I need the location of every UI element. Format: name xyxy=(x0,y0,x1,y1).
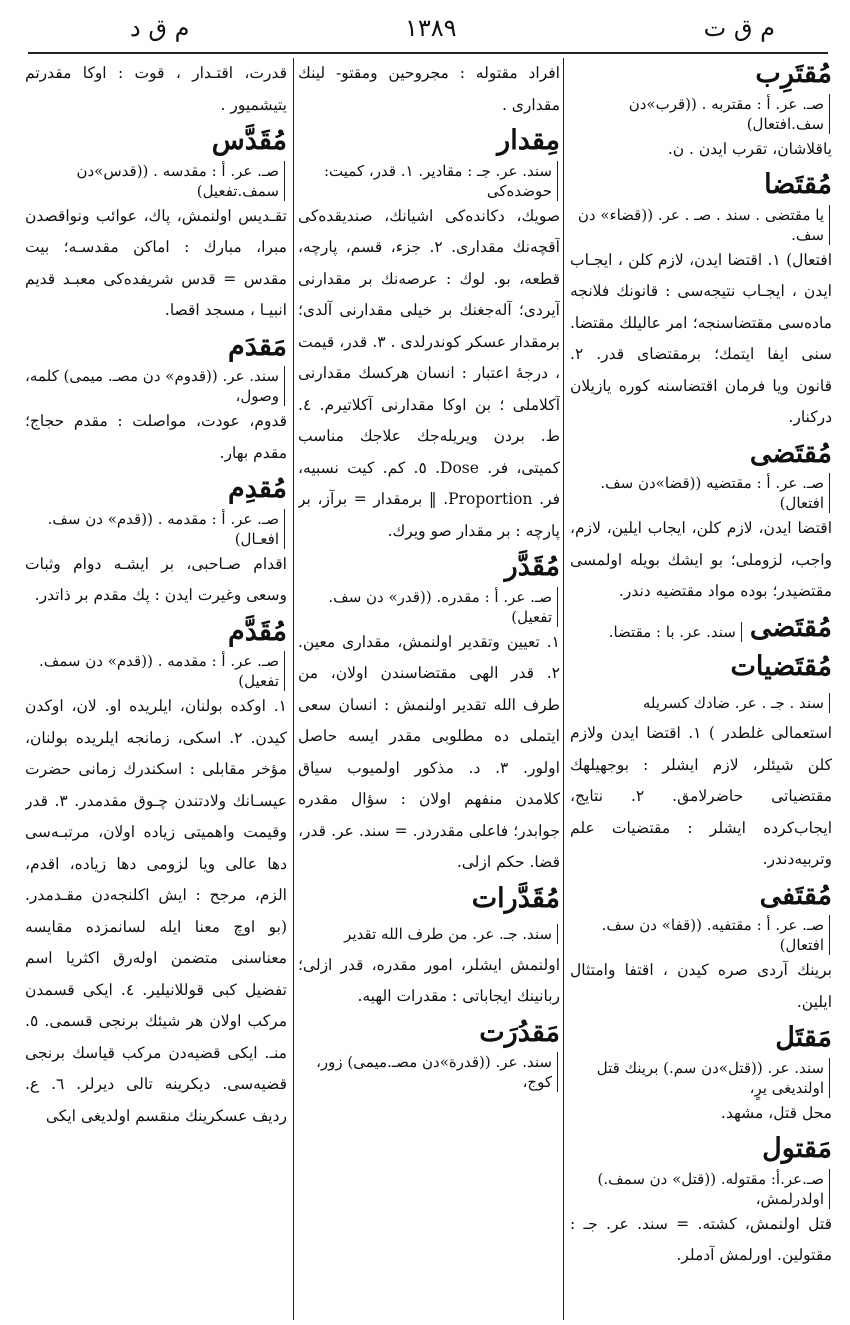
entry-grammar-note: سند. عر. ((قدوم» دن مصـ. ميمى) كلمه، وصول، xyxy=(25,366,285,406)
column-divider xyxy=(563,58,564,1320)
entry-definition: ١. تعيين وتقدير اولنمش، مقدارى معين. ٢. قدر الهى مقتضاسندن اولان، من طرف الله تقدير اولنمش : انسان سعى ايتملى ده مطلوبى مقدر ايسه حاصل اولور. ٣. د. مذكور اولميوب سياق كلامدن منفهم اولان : سؤال مقدره جوابدر؛ فاعلى مقدردر. = سند. عر. قدر، قضا. حكم ازلى. xyxy=(298,632,560,871)
entry-definition: اولنمش ايشلر، امور مقدره، قدر ازلى؛ ربانينك ايجاباتى : مقدرات الهيه. xyxy=(298,955,560,1005)
header-left-letters: م ق د xyxy=(130,14,190,42)
entry-grammar-note: سند. عر. ((قدرة»دن مصـ.ميمى) زور، كوج، xyxy=(298,1052,558,1092)
entry-headword: مَقدُرَت xyxy=(479,1016,560,1048)
entry-definition: افراد مقتوله : مجروحين ومقتو- لينك مقدارى . xyxy=(298,64,560,114)
entry-definition: صويك، دكانده‌كى اشيانك، صنديقده‌كى آقچه‌نك مقدارى. ٢. جزء، قسم، پارچه، قطعه، بو. لوك : عرصه‌نك بر مقدارنى آيردى؛ آله‌جغنك بر خيلى مقدارنى آلدى؛ برمقدار عسكر كوندرلدى . ٣. قدر، قيمت ، درجهٔ اعتبار : انسان هركسك مقدارنى آكلاملى ؛ بن اوكا مقدارنى آكلاتيرم. ٤. ط. بردن ويريله‌جك علاجك مناسب كميتى، فر. Dose. ٥. كم. كيت نسبيه، فر. Proportion. ‖ برمقدار = برآز، بر پارچه : بر مقدار صو ويرك. xyxy=(298,206,560,540)
page-number: ١٣٨٩ xyxy=(405,14,457,42)
column-right xyxy=(570,58,832,1320)
dictionary-entry xyxy=(298,1017,560,1093)
header-right-letters: م ق ت xyxy=(703,14,775,42)
column-divider xyxy=(293,58,294,1320)
dictionary-entry xyxy=(570,880,832,1019)
entry-definition: قدوم، عودت، مواصلت : مقدم حجاج؛ مقدم بهار. xyxy=(25,412,287,462)
entry-definition: برينك آردى صره كيدن ، اقتفا وامتثال ايلين. xyxy=(570,961,832,1011)
entry-definition: اقدام صـاحبى، بر ايشـه دوام وثبات وسعى وغيرت ايدن : پك مقدم بر ذاتدر. xyxy=(25,554,287,604)
entry-grammar-note: سند. عر. ((قتل»دن سم.) برينك قتل اولنديغى يرٍ، xyxy=(570,1058,830,1098)
entry-grammar-note: صـ. عر. أ : مقتضيه ((قضا»دن سف. افتعال) xyxy=(570,473,830,513)
dictionary-entry xyxy=(25,473,287,612)
entry-headword: مُقتَضيات xyxy=(730,651,832,682)
entry-headword: مُقتَضى xyxy=(749,611,832,643)
dictionary-entry xyxy=(298,125,560,547)
entry-grammar-note: سند . جـ . عر. ضادك كسريله xyxy=(643,693,830,713)
entry-definition: قتل اولنمش، كشته. = سند. عر. جـ : مقتولين. اورلمش آدملر. xyxy=(570,1214,832,1264)
entry-grammar-note: يا مقتضى . سند . صـ . عر. ((قضاء» دن سف. xyxy=(570,205,830,245)
entry-headword: مُقَدَّس xyxy=(211,125,287,156)
entry-definition: افتعال) ١. اقتضا ايدن، لازم كلن ، ايجـاب ايدن ، ايجـاب نتيجه‌سى : قانونك فلانجه ماده‌سى مقتضاسنجه؛ امر عاليلك مقتضا. سنى ايفا ايتمك؛ برمقتضاى قدر. ٢. قانون ويا فرمان اقتضاسنه كوره يازيلان دركنار. xyxy=(570,250,832,426)
dictionary-entry xyxy=(570,1133,832,1272)
dictionary-entry xyxy=(25,616,287,1133)
dictionary-entry xyxy=(570,651,832,876)
entry-grammar-note: صـ.عر.أ: مقتوله. ((قتل» دن سمف.) اولدرلمش، xyxy=(570,1169,830,1209)
entry-definition: قدرت، اقتـدار ، قوت : اوكا مقدرتم يتيشميور . xyxy=(25,64,287,114)
header-rule xyxy=(28,52,828,54)
column-middle xyxy=(298,58,560,1320)
entry-headword: مُقتَضا xyxy=(764,169,832,200)
entry-grammar-note: صـ. عر. أ : مقدمه . ((قدم» دن سمف. تفعيل) xyxy=(25,651,285,691)
entry-headword: مُقتَرِب xyxy=(755,58,832,89)
dictionary-entry xyxy=(298,883,560,1013)
entry-headword: مَقتَل xyxy=(775,1022,832,1053)
entry-grammar-note: صـ. عر. أ : مقتفيه. ((قفا» دن سف. افتعال) xyxy=(570,915,830,955)
entry-definition: استعمالى غلطدر ) ١. اقتضا ايدن ولازم كلن شيئلر، لازم ايشلر : بوجهيلهك مقتضياتى حاضرلامق. ٢. نتايج، ايجاب‌كرده ايشلر : مقتضيات علم وتربيه‌دندر. xyxy=(570,724,832,868)
entry-grammar-note: صـ. عر. أ : مقدسه . ((قدس»دن سمف.تفعيل) xyxy=(25,161,285,201)
entry-headword: مُقَدَّر xyxy=(504,551,560,582)
entry-definition: اقتضا ايدن، لازم كلن، ايجاب ايلين، لازم، واجب، لزوملى؛ بو ايشك بويله اولمسى مقتضيدر؛ بوده مواد مقتضيه دندر. xyxy=(570,519,832,600)
column-left xyxy=(25,58,287,1320)
entry-headword: مُقتَضى xyxy=(749,437,832,469)
entry-definition: ١. اوكده بولنان، ايلريده او. لان، اوكدن كيدن. ٢. اسكى، زمانجه ايلريده بولنان، مؤخر مقابلى : اسكندرك زمانى حضرت عيسـانك ولادتندن چـوق مقدمدر. ٣. قدر وقيمت واهميتى زياده اولان، مرتبـه‌سى دها عالى ويا لزومى دها زياده، اقدم، الزم، مرجح : ايش اكلنجه‌دن مقـدمدر. (بو اوچ معنا ايله لسانمزده مقايسه معناسنى متضمن اوله‌رق اكثريا اسم تفضيل كبى قوللانيلير. ٤. ايكى قسمدن مركب اولان هر شيئك برنجى قسمى. ٥. منـ. ايكى قضيه‌دن مركب قياسك برنجى قضيه‌سى. ديكرينه تالى ديرلر. ٦. ع. رديف عسكرينك منقسم اولديغى ايكى xyxy=(25,697,287,1125)
entry-headword: مَقدَم xyxy=(227,330,287,362)
entry-grammar-note: سند. عر. با : مقتضا. xyxy=(609,622,742,642)
entry-definition: محل قتل، مشهد. xyxy=(720,1103,832,1122)
entry-headword: مُقَدَّم xyxy=(227,615,287,647)
entry-grammar-note: سند. جـ. عر. من طرف الله تقدير xyxy=(344,924,558,944)
dictionary-entry xyxy=(570,438,832,608)
dictionary-entry xyxy=(570,58,832,165)
entry-headword: مُقدِم xyxy=(227,473,287,504)
entry-grammar-note: صـ. عر. أ : مقتربه . ((قرب»دن سف.افتعال) xyxy=(570,94,830,134)
entry-headword: مُقَدَّرات xyxy=(471,882,560,914)
dictionary-entry xyxy=(298,58,560,121)
entry-headword: مُقتَفى xyxy=(759,879,832,911)
dictionary-entry xyxy=(298,551,560,879)
dictionary-entry xyxy=(570,169,832,434)
dictionary-entry xyxy=(25,125,287,327)
entry-definition: ياقلاشان، تقرب ايدن . ن. xyxy=(667,139,832,158)
dictionary-entry xyxy=(570,1022,832,1129)
dictionary-entry xyxy=(25,331,287,470)
dictionary-entry xyxy=(570,612,832,648)
entry-definition: تقـديس اولنمش، پاك، عوائب ونواقصدن مبرا، مبارك : اماكن مقدسـه؛ بيت مقدس = قدس شريفده‌كى معبـد قديم انبيـا ، مسجد اقصا. xyxy=(25,206,287,319)
dictionary-columns xyxy=(15,58,835,1320)
entry-headword: مِقدار xyxy=(497,125,560,156)
entry-grammar-note: صـ. عر. أ : مقدره. ((قدر» دن سف. تفعيل) xyxy=(298,587,558,627)
entry-headword: مَقتول xyxy=(762,1133,832,1164)
entry-grammar-note: صـ. عر. أ : مقدمه . ((قدم» دن سف. افعـال) xyxy=(25,509,285,549)
entry-grammar-note: سند. عر. جـ : مقادير. ١. قدر، كميت: حوضده‌كى xyxy=(298,161,558,201)
page-header xyxy=(20,6,830,52)
dictionary-entry xyxy=(25,58,287,121)
